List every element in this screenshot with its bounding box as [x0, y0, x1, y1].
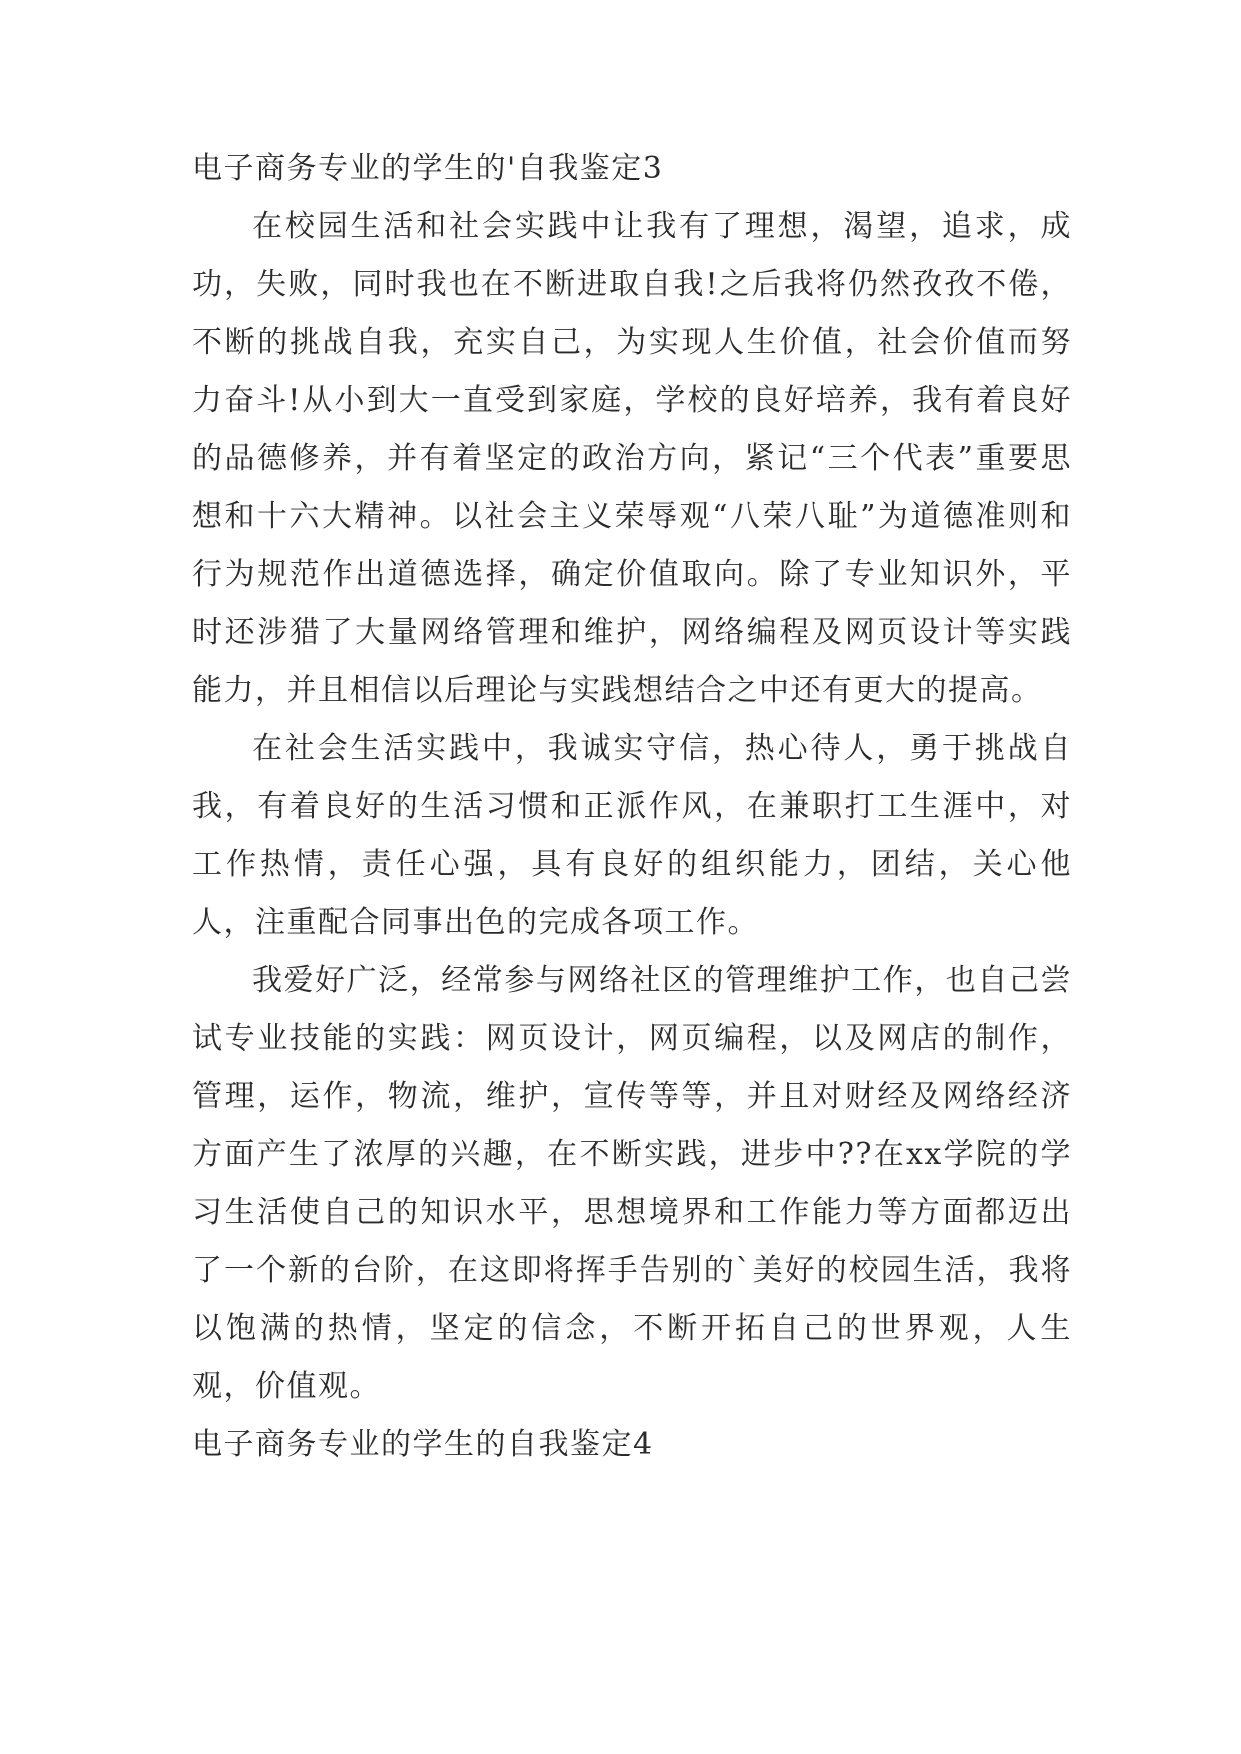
paragraph-2: 在社会生活实践中，我诚实守信，热心待人，勇于挑战自我，有着良好的生活习惯和正派作风，在兼职打工生涯中，对工作热情，责任心强，具有良好的组织能力，团结，关心他人，注重配合同事出色的完成各项工作。 — [192, 731, 1072, 940]
section-heading-4: 电子商务专业的学生的自我鉴定4 — [192, 1427, 654, 1462]
section-heading-3: 电子商务专业的学生的'自我鉴定3 — [192, 151, 664, 186]
document-body — [192, 140, 1072, 1474]
paragraph-3: 我爱好广泛，经常参与网络社区的管理维护工作，也自己尝试专业技能的实践：网页设计，网页编程，以及网店的制作，管理，运作，物流，维护，宣传等等，并且对财经及网络经济方面产生了浓厚的兴趣，在不断实践，进步中??在xx学院的学习生活使自己的知识水平，思想境界和工作能力等方面都迈出了一个新的台阶，在这即将挥手告别的`美好的校园生活，我将以饱满的热情，坚定的信念，不断开拓自己的世界观，人生观，价值观。 — [192, 963, 1072, 1404]
paragraph-1: 在校园生活和社会实践中让我有了理想，渴望，追求，成功，失败，同时我也在不断进取自我!之后我将仍然孜孜不倦，不断的挑战自我，充实自己，为实现人生价值，社会价值而努力奋斗!从小到大一直受到家庭，学校的良好培养，我有着良好的品德修养，并有着坚定的政治方向，紧记“三个代表”重要思想和十六大精神。以社会主义荣辱观“八荣八耻”为道德准则和行为规范作出道德选择，确定价值取向。除了专业知识外，平时还涉猎了大量网络管理和维护，网络编程及网页设计等实践能力，并且相信以后理论与实践想结合之中还有更大的提高。 — [192, 209, 1072, 708]
